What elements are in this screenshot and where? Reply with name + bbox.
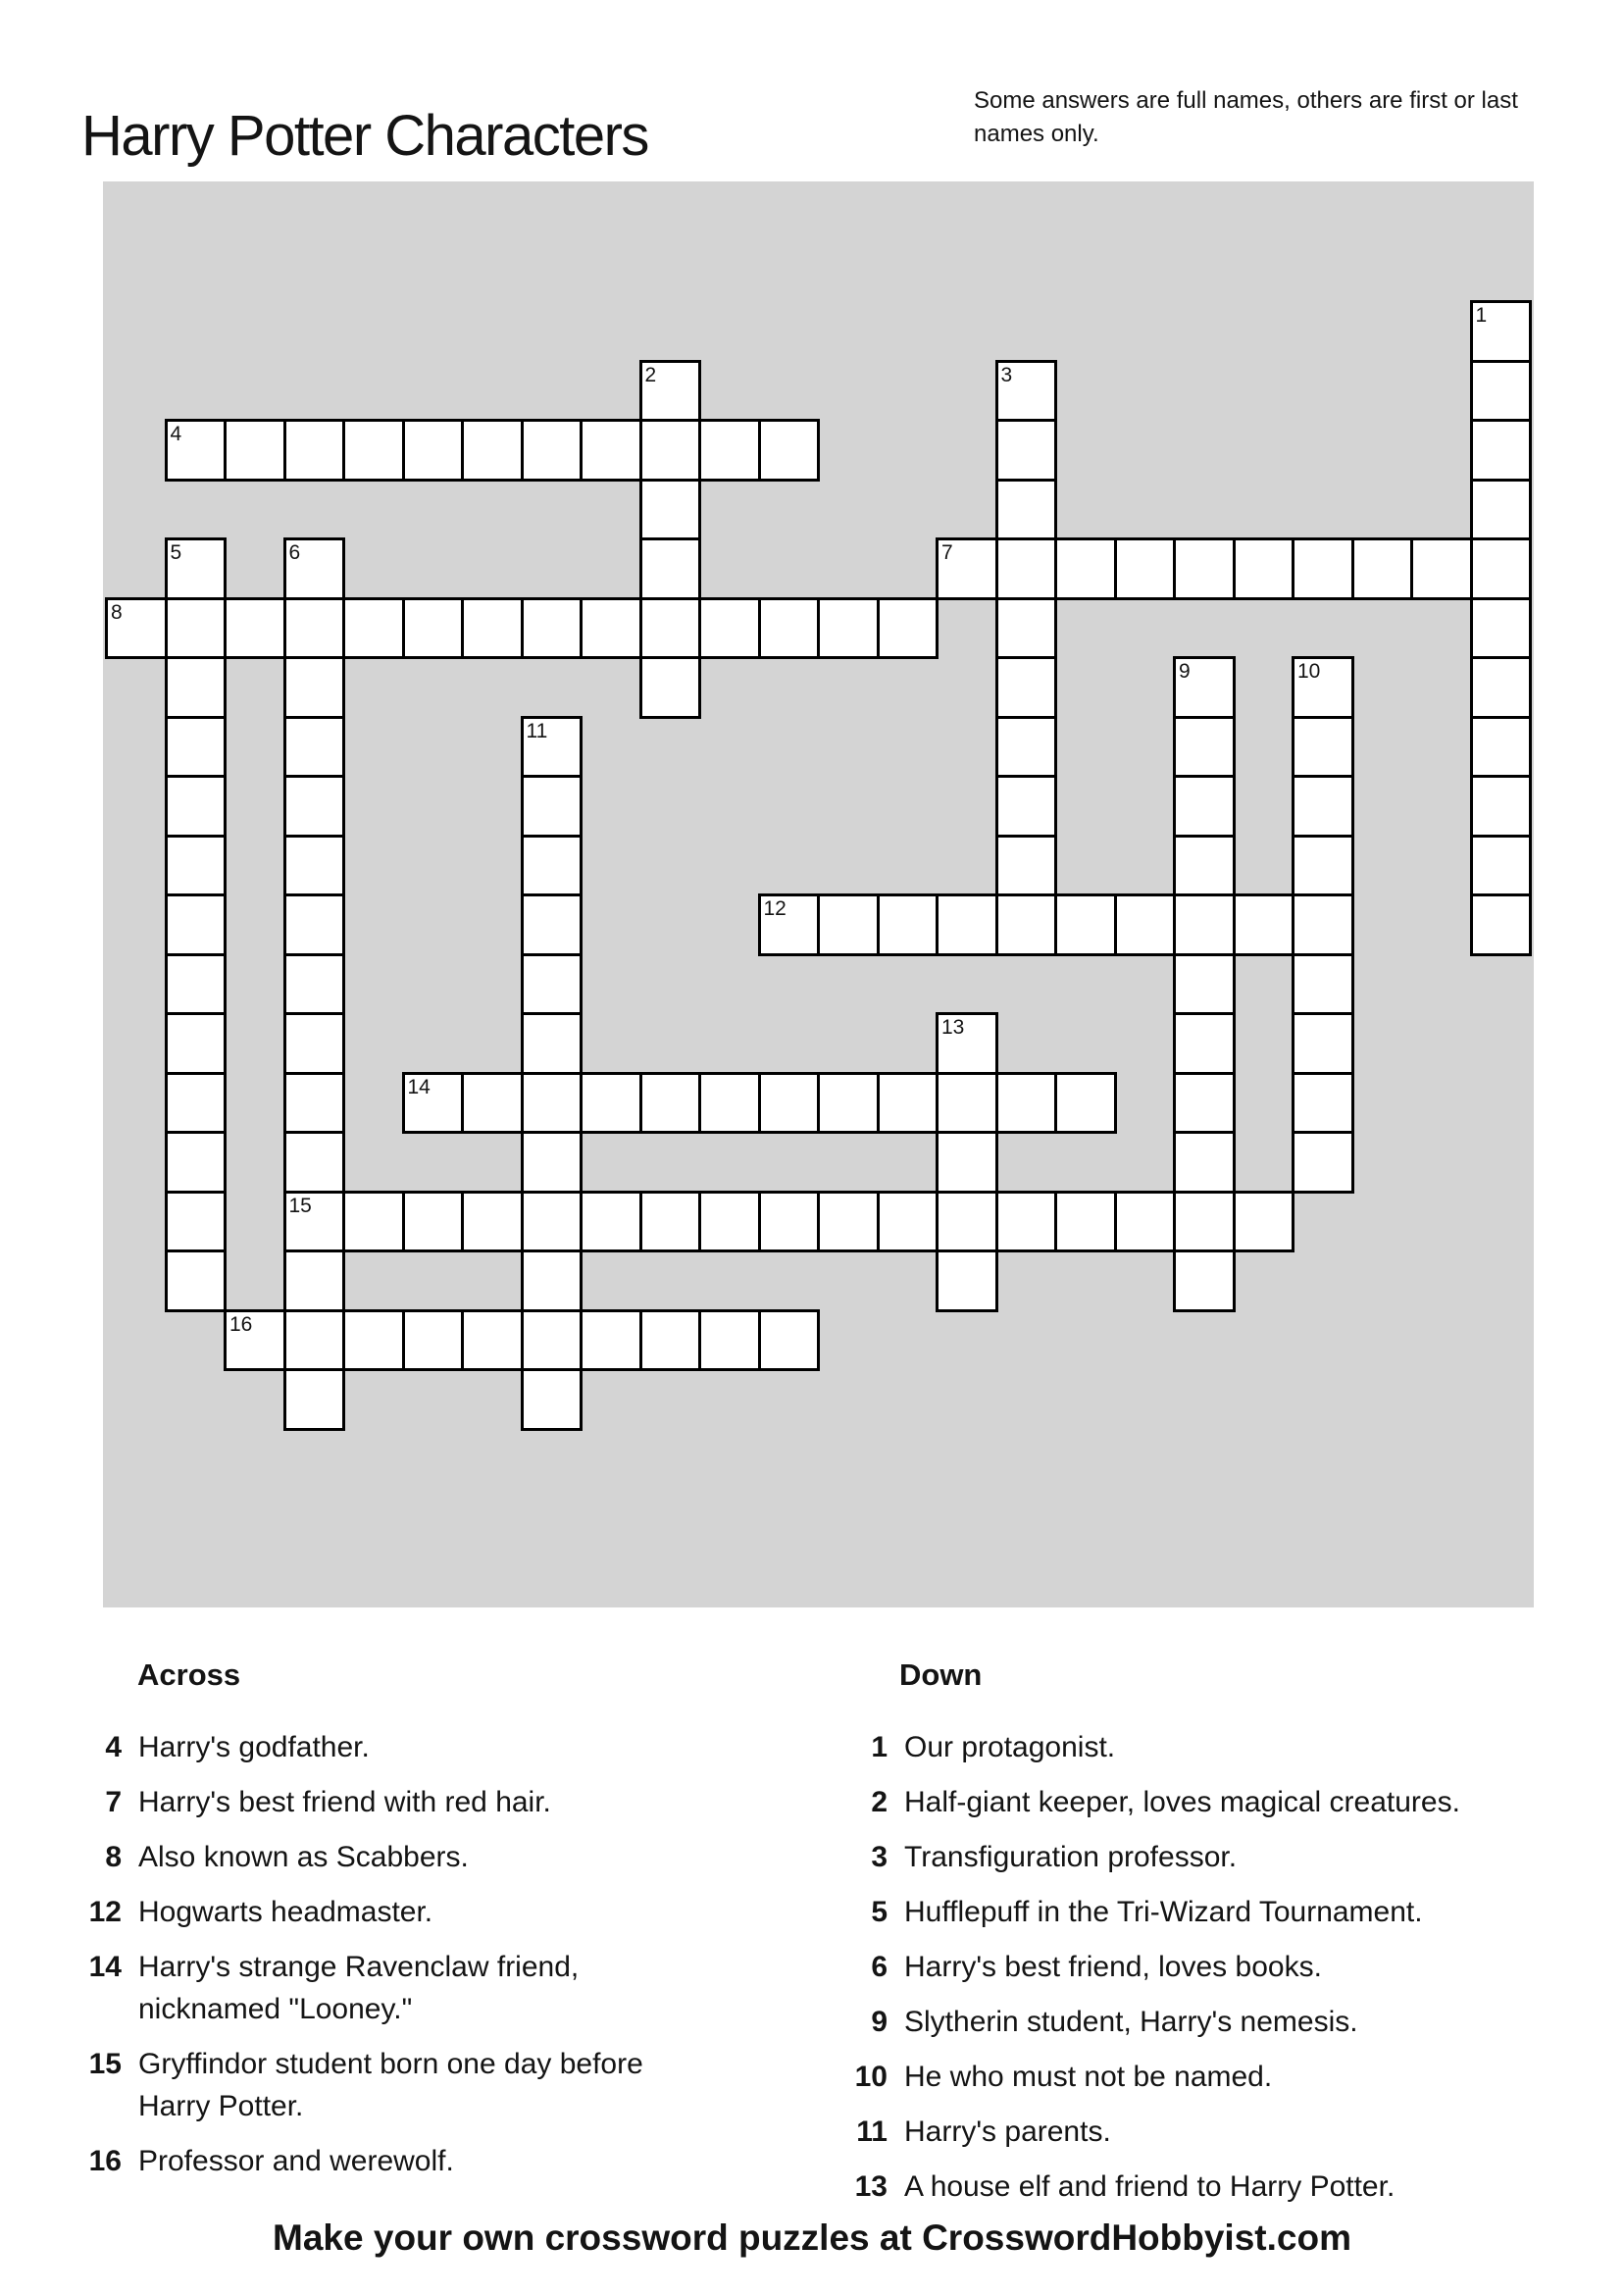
clue-item [829,1891,1535,1933]
grid-cell[interactable] [224,1309,286,1372]
grid-cell[interactable] [580,419,642,482]
grid-cell[interactable] [995,360,1058,423]
clue-number: 13 [854,2170,888,2203]
grid-cell[interactable] [580,1309,642,1372]
grid-cell[interactable] [1470,656,1533,719]
grid-cell[interactable] [1054,893,1117,956]
grid-cell[interactable] [1292,775,1354,838]
grid-cell[interactable] [1173,893,1236,956]
grid-cell[interactable] [1173,775,1236,838]
cell-number: 5 [170,541,182,564]
grid-cell[interactable] [342,1309,405,1372]
grid-cell[interactable] [995,893,1058,956]
grid-cell[interactable] [283,1249,346,1312]
clue-number: 4 [105,1731,122,1763]
grid-cell[interactable] [521,835,584,897]
grid-cell[interactable] [698,597,761,660]
grid-cell[interactable] [165,1249,228,1312]
clue-text: Gryffindor student born one day before Harry Potter. [138,2048,643,2122]
grid-cell[interactable] [1173,716,1236,779]
clue-item [63,2043,700,2127]
grid-cell[interactable] [639,597,702,660]
grid-cell[interactable] [580,597,642,660]
grid-cell[interactable] [402,1309,465,1372]
clue-text: Our protagonist. [904,1731,1116,1763]
grid-cell[interactable] [342,419,405,482]
grid-cell[interactable] [698,1191,761,1253]
grid-cell[interactable] [936,1012,998,1075]
grid-cell[interactable] [1470,360,1533,423]
grid-cell[interactable] [1173,1249,1236,1312]
grid-cell[interactable] [521,419,584,482]
grid-cell[interactable] [521,1012,584,1075]
crossword-grid [103,181,1534,1607]
grid-cell[interactable] [995,835,1058,897]
grid-cell[interactable] [936,1131,998,1194]
grid-cell[interactable] [165,893,228,956]
grid-cell[interactable] [1173,835,1236,897]
grid-cell[interactable] [1470,537,1533,600]
clue-item [63,1891,700,1933]
clue-item [63,2140,700,2182]
grid-cell[interactable] [283,656,346,719]
grid-cell[interactable] [165,716,228,779]
grid-cell[interactable] [995,716,1058,779]
grid-cell[interactable] [995,1072,1058,1135]
grid-cell[interactable] [165,1131,228,1194]
grid-cell[interactable] [521,1191,584,1253]
grid-cell[interactable] [639,1309,702,1372]
across-heading: Across [137,1657,241,1692]
grid-cell[interactable] [342,1191,405,1253]
grid-cell[interactable] [1114,893,1177,956]
grid-cell[interactable] [521,1249,584,1312]
grid-cell[interactable] [283,1368,346,1431]
grid-cell[interactable] [995,479,1058,541]
grid-cell[interactable] [1173,953,1236,1016]
grid-cell[interactable] [1173,537,1236,600]
grid-cell[interactable] [995,419,1058,482]
grid-cell[interactable] [521,953,584,1016]
grid-cell[interactable] [758,893,821,956]
grid-cell[interactable] [1292,835,1354,897]
cell-number: 16 [229,1312,253,1336]
clue-item [63,1726,700,1768]
grid-cell[interactable] [283,1012,346,1075]
clue-item [829,1836,1535,1878]
grid-cell[interactable] [1292,716,1354,779]
puzzle-note: Some answers are full names, others are first or last names only. [974,87,1518,147]
clue-number: 12 [88,1896,122,1928]
down-clue-list [829,1726,1535,2220]
grid-cell[interactable] [283,893,346,956]
grid-cell[interactable] [1470,300,1533,363]
grid-cell[interactable] [165,835,228,897]
grid-cell[interactable] [758,419,821,482]
grid-cell[interactable] [1173,656,1236,719]
clue-item [829,1946,1535,1988]
cell-number: 8 [111,600,123,624]
cell-number: 13 [941,1016,965,1039]
grid-cell[interactable] [995,597,1058,660]
cell-number: 4 [170,423,182,445]
grid-cell[interactable] [1054,1191,1117,1253]
grid-cell[interactable] [283,835,346,897]
grid-cell[interactable] [936,1249,998,1312]
clue-text: Hufflepuff in the Tri-Wizard Tournament. [904,1896,1423,1928]
cell-number: 7 [941,541,953,564]
cell-number: 1 [1475,304,1488,327]
grid-cell[interactable] [995,656,1058,719]
grid-cell[interactable] [1173,1191,1236,1253]
cell-number: 6 [288,541,301,564]
grid-cell[interactable] [758,1191,821,1253]
grid-cell[interactable] [936,893,998,956]
grid-cell[interactable] [1470,716,1533,779]
grid-cell[interactable] [521,1368,584,1431]
grid-cell[interactable] [165,1012,228,1075]
cell-number: 3 [1000,363,1013,386]
grid-cell[interactable] [165,656,228,719]
grid-cell[interactable] [165,775,228,838]
grid-cell[interactable] [402,1191,465,1253]
grid-cell[interactable] [283,775,346,838]
grid-cell[interactable] [521,1309,584,1372]
cell-number: 9 [1179,660,1191,683]
clue-text: Slytherin student, Harry's nemesis. [904,2006,1358,2038]
grid-cell[interactable] [1233,893,1295,956]
clue-text: He who must not be named. [904,2061,1273,2093]
clue-text: Harry's parents. [904,2116,1111,2148]
grid-cell[interactable] [461,419,524,482]
grid-cell[interactable] [817,1072,880,1135]
grid-cell[interactable] [283,1309,346,1372]
grid-cell[interactable] [1173,1072,1236,1135]
down-heading: Down [899,1657,983,1692]
grid-cell[interactable] [1470,479,1533,541]
grid-cell[interactable] [758,1309,821,1372]
clue-number: 9 [871,2006,888,2038]
grid-cell[interactable] [402,419,465,482]
grid-cell[interactable] [580,1072,642,1135]
clue-text: A house elf and friend to Harry Potter. [904,2170,1396,2203]
clue-item [63,1836,700,1878]
grid-cell[interactable] [698,419,761,482]
grid-cell[interactable] [1410,537,1473,600]
grid-cell[interactable] [342,597,405,660]
grid-cell[interactable] [165,537,228,600]
grid-cell[interactable] [698,1072,761,1135]
clue-number: 11 [856,2116,888,2148]
grid-cell[interactable] [521,1072,584,1135]
grid-cell[interactable] [877,1191,939,1253]
clue-number: 1 [871,1731,888,1763]
grid-cell[interactable] [224,597,286,660]
grid-cell[interactable] [1054,1072,1117,1135]
grid-cell[interactable] [105,597,168,660]
clue-number: 2 [871,1786,888,1818]
grid-cell[interactable] [639,360,702,423]
grid-cell[interactable] [639,537,702,600]
grid-cell[interactable] [1351,537,1414,600]
grid-cell[interactable] [936,1072,998,1135]
grid-cell[interactable] [639,1191,702,1253]
clue-number: 8 [105,1841,122,1873]
across-clue-list [63,1726,700,2195]
clue-number: 15 [88,2048,122,2080]
grid-cell[interactable] [936,1191,998,1253]
grid-cell[interactable] [165,597,228,660]
grid-cell[interactable] [461,1191,524,1253]
clue-item [829,2056,1535,2098]
grid-cell[interactable] [1114,1191,1177,1253]
grid-cell[interactable] [1233,537,1295,600]
cell-number: 2 [644,363,657,386]
grid-cell[interactable] [283,537,346,600]
grid-cell[interactable] [402,1072,465,1135]
grid-cell[interactable] [283,716,346,779]
grid-cell[interactable] [1114,537,1177,600]
clue-item [63,1781,700,1823]
grid-cell[interactable] [1233,1191,1295,1253]
grid-cell[interactable] [165,1072,228,1135]
grid-cell[interactable] [521,1131,584,1194]
clue-text: Hogwarts headmaster. [138,1896,433,1928]
grid-cell[interactable] [877,1072,939,1135]
grid-cell[interactable] [521,775,584,838]
grid-cell[interactable] [461,597,524,660]
grid-cell[interactable] [817,597,880,660]
grid-cell[interactable] [1470,597,1533,660]
grid-cell[interactable] [1292,893,1354,956]
grid-cell[interactable] [521,597,584,660]
footer-credit: Make your own crossword puzzles at CrosswordHobbyist.com [273,2218,1351,2258]
grid-cell[interactable] [1292,1072,1354,1135]
clue-text: Transfiguration professor. [904,1841,1238,1873]
grid-cell[interactable] [877,597,939,660]
clue-item [829,2111,1535,2153]
grid-cell[interactable] [283,419,346,482]
grid-cell[interactable] [461,1072,524,1135]
grid-cell[interactable] [698,1309,761,1372]
grid-cell[interactable] [1470,893,1533,956]
grid-cell[interactable] [461,1309,524,1372]
clue-number: 10 [854,2061,888,2093]
clue-item [829,2166,1535,2208]
grid-cell[interactable] [580,1191,642,1253]
clue-number: 5 [871,1896,888,1928]
grid-cell[interactable] [283,1191,346,1253]
grid-cell[interactable] [877,893,939,956]
grid-cell[interactable] [1054,537,1117,600]
clue-number: 6 [871,1951,888,1983]
grid-cell[interactable] [283,1131,346,1194]
grid-cell[interactable] [995,1191,1058,1253]
grid-cell[interactable] [165,1191,228,1253]
clue-item [829,2001,1535,2043]
clue-text: Professor and werewolf. [138,2145,454,2177]
grid-cell[interactable] [1292,1131,1354,1194]
grid-cell[interactable] [1470,775,1533,838]
grid-cell[interactable] [402,597,465,660]
grid-cell[interactable] [1173,1131,1236,1194]
grid-cell[interactable] [1173,1012,1236,1075]
grid-cell[interactable] [639,479,702,541]
grid-cell[interactable] [165,419,228,482]
clue-text: Harry's strange Ravenclaw friend, nicknamed "Looney." [138,1951,580,2025]
grid-cell[interactable] [521,716,584,779]
grid-cell[interactable] [817,893,880,956]
clue-item [63,1946,700,2030]
clue-text: Harry's godfather. [138,1731,370,1763]
clue-number: 7 [105,1786,122,1818]
grid-cell[interactable] [283,1072,346,1135]
grid-cell[interactable] [165,953,228,1016]
grid-cell[interactable] [995,537,1058,600]
grid-cell[interactable] [639,656,702,719]
grid-cell[interactable] [758,597,821,660]
grid-cell[interactable] [1292,953,1354,1016]
page-title: Harry Potter Characters [81,103,648,168]
clue-text: Half-giant keeper, loves magical creatures. [904,1786,1460,1818]
grid-cell[interactable] [995,775,1058,838]
grid-cell[interactable] [521,893,584,956]
grid-cell[interactable] [1292,537,1354,600]
grid-cell[interactable] [283,597,346,660]
clue-number: 3 [871,1841,888,1873]
grid-cell[interactable] [639,419,702,482]
grid-cell[interactable] [283,953,346,1016]
grid-cell[interactable] [1292,656,1354,719]
cell-number: 10 [1297,660,1321,683]
grid-cell[interactable] [936,537,998,600]
cell-number: 15 [288,1194,312,1217]
clue-text: Harry's best friend with red hair. [138,1786,551,1818]
grid-cell[interactable] [1470,419,1533,482]
clue-number: 14 [88,1951,122,1983]
clue-text: Also known as Scabbers. [138,1841,469,1873]
grid-cell[interactable] [817,1191,880,1253]
clue-item [829,1781,1535,1823]
cell-number: 11 [526,719,548,742]
grid-cell[interactable] [758,1072,821,1135]
cell-number: 12 [763,897,787,920]
clue-text: Harry's best friend, loves books. [904,1951,1322,1983]
cell-number: 14 [407,1075,431,1098]
grid-cell[interactable] [224,419,286,482]
clue-number: 16 [88,2145,122,2177]
clue-item [829,1726,1535,1768]
grid-cell[interactable] [1292,1012,1354,1075]
grid-cell[interactable] [639,1072,702,1135]
grid-cell[interactable] [1470,835,1533,897]
